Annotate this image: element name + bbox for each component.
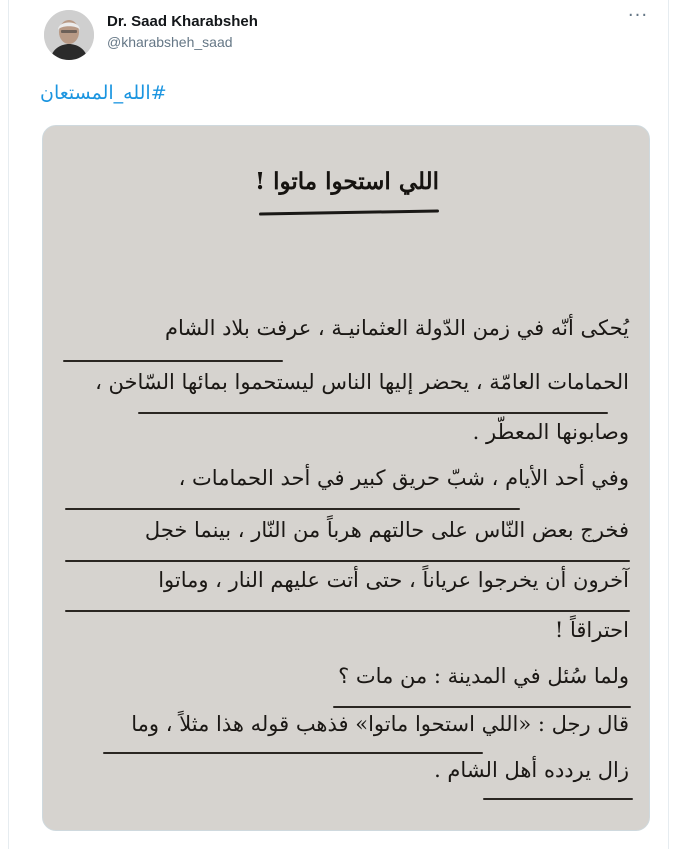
title-pen-underline (259, 209, 439, 215)
photo-text-line: وفي أحد الأيام ، شبّ حريق كبير في أحد الحمامات ، (178, 466, 629, 490)
hashtag-link[interactable]: #الله_المستعان (40, 82, 167, 104)
photo-text-line: وصابونها المعطّر . (472, 420, 629, 444)
tweet-photo[interactable] (42, 125, 650, 831)
photo-text-line: آخرون أن يخرجوا عرياناً ، حتى أتت عليهم النار ، وماتوا (158, 568, 629, 592)
pen-underline (65, 610, 630, 612)
avatar-portrait-icon (44, 10, 94, 60)
pen-underline (65, 508, 520, 510)
photo-text-line: فخرج بعض النّاس على حالتهم هرباً من النّار ، بينما خجل (144, 518, 629, 542)
pen-underline (65, 560, 630, 562)
photo-page-title: اللي استحوا ماتوا ! (254, 168, 440, 195)
pen-underline (138, 412, 608, 414)
author-name[interactable]: Dr. Saad Kharabsheh (107, 13, 258, 30)
pen-underline (63, 360, 283, 362)
more-options-button[interactable]: ··· (627, 5, 649, 26)
pen-underline (103, 752, 483, 754)
author-handle[interactable]: @kharabsheh_saad (107, 34, 233, 50)
photo-text-line: احتراقاً ! (554, 618, 629, 642)
photo-text-line: الحمامات العامّة ، يحضر إليها الناس ليستحموا بمائها السّاخن ، (95, 370, 629, 394)
photo-text-line: زال يردده أهل الشام . (434, 758, 629, 782)
photo-text-line: قال رجل : «اللي استحوا ماتوا» فذهب قوله هذا مثلاً ، وما (131, 712, 629, 736)
photo-text-line: ولما سُئل في المدينة : من مات ؟ (338, 664, 629, 688)
pen-underline (333, 706, 631, 708)
pen-underline (483, 798, 633, 800)
photo-text-line: يُحكى أنّه في زمن الدّولة العثمانيـة ، عرفت بلاد الشام (165, 316, 629, 340)
author-avatar[interactable] (44, 10, 94, 60)
